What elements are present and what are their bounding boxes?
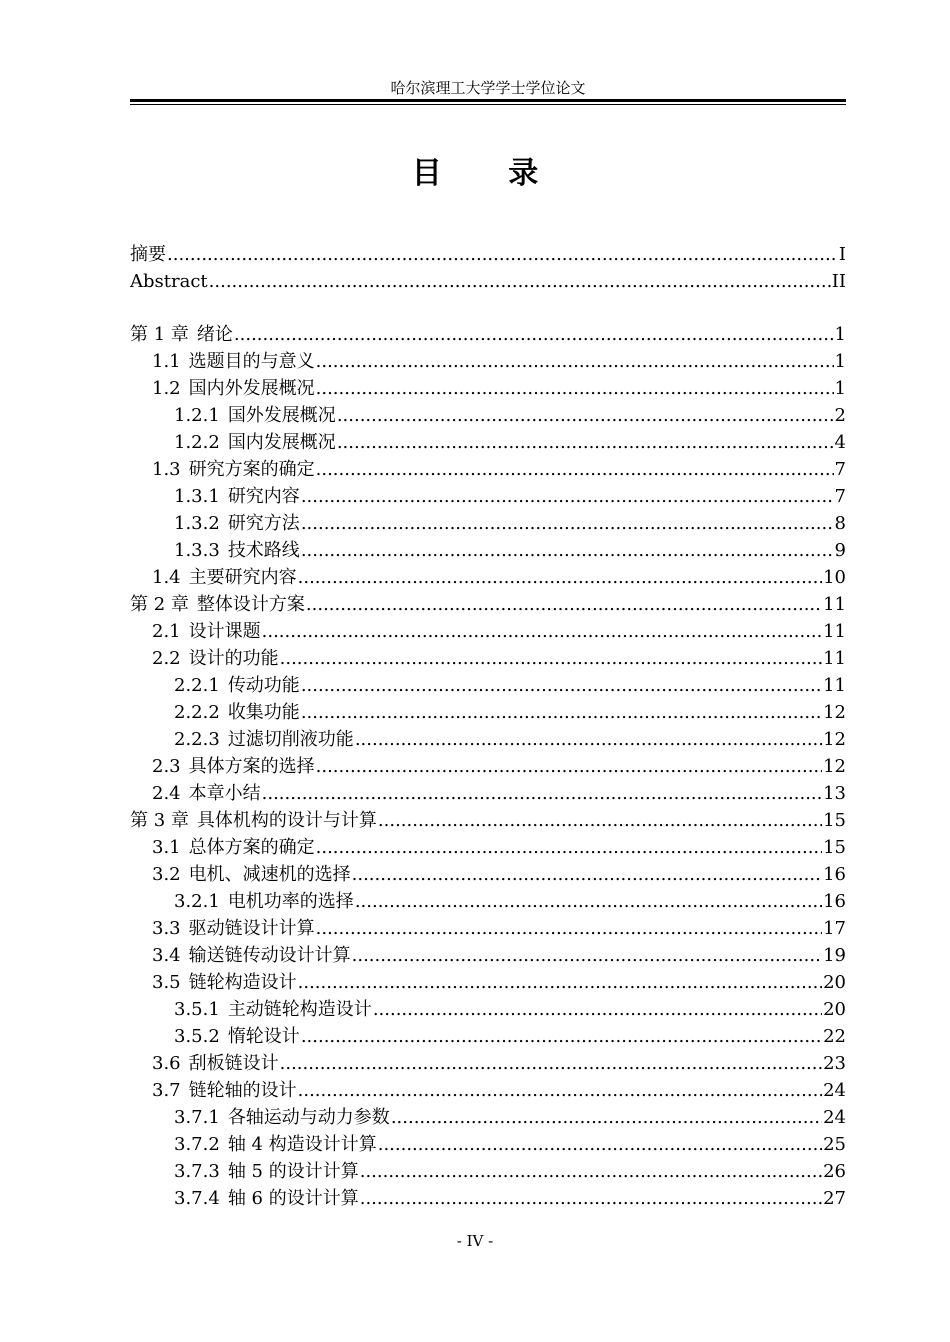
toc-entry-label: 各轴运动与动力参数 xyxy=(227,1107,390,1128)
toc-entry-page: 24 xyxy=(823,1107,846,1128)
toc-entry-page: 16 xyxy=(823,891,846,912)
toc-section-entry[interactable] xyxy=(130,564,846,591)
toc-leader-dots xyxy=(378,1131,822,1158)
toc-leader-dots xyxy=(298,969,822,996)
toc-entry-label: 国外发展概况 xyxy=(227,405,336,426)
toc-entry-label: 输送链传动设计计算 xyxy=(188,945,351,966)
toc-entry-number: 1.1 xyxy=(152,351,181,372)
toc-leader-dots xyxy=(234,321,834,348)
toc-leader-dots xyxy=(352,861,822,888)
toc-entry-label: 轴 6 的设计计算 xyxy=(227,1188,359,1209)
toc-leader-dots xyxy=(301,699,822,726)
toc-entry-number: 第 2 章 xyxy=(130,594,189,615)
toc-entry-page: I xyxy=(838,244,846,265)
toc-leader-dots xyxy=(306,591,822,618)
toc-section-entry[interactable] xyxy=(130,483,846,510)
toc-section-entry[interactable] xyxy=(130,510,846,537)
toc-section-entry[interactable] xyxy=(130,645,846,672)
toc-entry-page: 8 xyxy=(834,513,846,534)
toc-entry-page: 1 xyxy=(834,351,846,372)
page-title: 目 录 xyxy=(411,156,567,191)
toc-leader-dots xyxy=(298,1077,822,1104)
toc-entry-label: 研究方法 xyxy=(227,513,300,534)
toc-section-entry[interactable] xyxy=(130,726,846,753)
toc-entry-label: 技术路线 xyxy=(227,540,300,561)
toc-entry-number: 1.3 xyxy=(152,459,181,480)
toc-entry-label: 轴 5 的设计计算 xyxy=(227,1161,359,1182)
toc-entry-page: 16 xyxy=(823,864,846,885)
toc-entry-label: 主动链轮构造设计 xyxy=(227,999,372,1020)
toc-entry-label: 国内外发展概况 xyxy=(188,378,315,399)
toc-entry-number: 3.2.1 xyxy=(174,891,220,912)
toc-entry-page: 11 xyxy=(823,621,846,642)
toc-entry-number: 3.7 xyxy=(152,1080,181,1101)
toc-leader-dots xyxy=(355,888,822,915)
toc-entry-label: 链轮轴的设计 xyxy=(188,1080,297,1101)
toc-entry-label: 传动功能 xyxy=(227,675,300,696)
toc-leader-dots xyxy=(301,672,822,699)
toc-entry-label: 设计的功能 xyxy=(188,648,279,669)
toc-leader-dots xyxy=(337,402,834,429)
toc-entry-number: 3.7.1 xyxy=(174,1107,220,1128)
toc-entry-number: 1.2.1 xyxy=(174,405,220,426)
toc-leader-dots xyxy=(301,1023,822,1050)
toc-leader-dots xyxy=(373,996,822,1023)
toc-leader-dots xyxy=(360,1158,822,1185)
toc-section-entry[interactable] xyxy=(130,1158,846,1185)
toc-leader-dots xyxy=(316,375,834,402)
toc-entry-number: 1.3.2 xyxy=(174,513,220,534)
toc-entry-label: 绪论 xyxy=(196,324,233,345)
toc-section-entry[interactable] xyxy=(130,429,846,456)
table-of-contents xyxy=(130,241,846,1212)
toc-entry-number: 3.5.1 xyxy=(174,999,220,1020)
toc-entry-number: 第 3 章 xyxy=(130,810,189,831)
toc-entry-number: 3.6 xyxy=(152,1053,181,1074)
toc-entry-page: 19 xyxy=(823,945,846,966)
toc-entry-number: 3.2 xyxy=(152,864,181,885)
toc-chapter-entry[interactable] xyxy=(130,321,846,348)
toc-section-entry[interactable] xyxy=(130,942,846,969)
toc-entry-label: 过滤切削液功能 xyxy=(227,729,354,750)
toc-entry-number: 1.4 xyxy=(152,567,181,588)
toc-entry-page: 12 xyxy=(823,702,846,723)
toc-entry-page: 7 xyxy=(834,486,846,507)
toc-entry-number: 2.2.2 xyxy=(174,702,220,723)
toc-entry-page: 22 xyxy=(823,1026,846,1047)
toc-leader-dots xyxy=(301,510,834,537)
toc-entry-number: 1.3.3 xyxy=(174,540,220,561)
toc-entry-label: 电机、减速机的选择 xyxy=(188,864,351,885)
toc-entry-number: 3.1 xyxy=(152,837,181,858)
toc-entry-page: 24 xyxy=(823,1080,846,1101)
toc-entry-label: 总体方案的确定 xyxy=(188,837,315,858)
toc-leader-dots xyxy=(262,780,822,807)
toc-entry-page: 1 xyxy=(834,378,846,399)
toc-entry-label: 主要研究内容 xyxy=(188,567,297,588)
toc-section-entry[interactable] xyxy=(130,753,846,780)
toc-entry-number: 3.5 xyxy=(152,972,181,993)
toc-entry-label: 研究内容 xyxy=(227,486,300,507)
toc-leader-dots xyxy=(280,1050,822,1077)
toc-entry-number: 3.7.4 xyxy=(174,1188,220,1209)
toc-entry-number: 2.3 xyxy=(152,756,181,777)
toc-entry-number: 1.3.1 xyxy=(174,486,220,507)
toc-entry-label: 整体设计方案 xyxy=(196,594,305,615)
toc-entry-page: 20 xyxy=(823,972,846,993)
toc-leader-dots xyxy=(316,348,834,375)
toc-section-entry[interactable] xyxy=(130,456,846,483)
toc-section-entry[interactable] xyxy=(130,1077,846,1104)
toc-entry-abstract-en[interactable] xyxy=(130,268,846,295)
toc-entry-page: 25 xyxy=(823,1134,846,1155)
toc-section-entry[interactable] xyxy=(130,996,846,1023)
toc-entry-label: 设计课题 xyxy=(188,621,261,642)
toc-entry-page: 10 xyxy=(823,567,846,588)
toc-entry-page: 13 xyxy=(823,783,846,804)
toc-entry-page: 15 xyxy=(823,810,846,831)
toc-leader-dots xyxy=(316,753,822,780)
toc-entry-page: 9 xyxy=(834,540,846,561)
toc-chapter-entry[interactable] xyxy=(130,591,846,618)
toc-section-entry[interactable] xyxy=(130,888,846,915)
toc-section-entry[interactable] xyxy=(130,861,846,888)
toc-entry-page: 11 xyxy=(823,648,846,669)
toc-entry-number: 1.2 xyxy=(152,378,181,399)
toc-leader-dots xyxy=(167,241,838,268)
toc-leader-dots xyxy=(298,564,822,591)
toc-entry-label: 摘要 xyxy=(130,244,166,265)
toc-leader-dots xyxy=(316,456,834,483)
toc-leader-dots xyxy=(316,834,822,861)
toc-leader-dots xyxy=(209,268,831,295)
toc-leader-dots xyxy=(378,807,822,834)
toc-spacer xyxy=(130,295,846,321)
toc-section-entry[interactable] xyxy=(130,402,846,429)
toc-entry-number: 2.2.1 xyxy=(174,675,220,696)
toc-entry-label: 国内发展概况 xyxy=(227,432,336,453)
toc-entry-page: 15 xyxy=(823,837,846,858)
toc-entry-label: 具体方案的选择 xyxy=(188,756,315,777)
toc-leader-dots xyxy=(352,942,822,969)
toc-section-entry[interactable] xyxy=(130,537,846,564)
toc-entry-page: 7 xyxy=(834,459,846,480)
toc-entry-label: Abstract xyxy=(130,271,208,292)
toc-entry-label: 选题目的与意义 xyxy=(188,351,315,372)
toc-entry-number: 3.5.2 xyxy=(174,1026,220,1047)
toc-section-entry[interactable] xyxy=(130,1185,846,1212)
toc-entry-page: II xyxy=(831,271,846,292)
toc-entry-label: 研究方案的确定 xyxy=(188,459,315,480)
toc-leader-dots xyxy=(280,645,822,672)
toc-entry-label: 轴 4 构造设计计算 xyxy=(227,1134,377,1155)
toc-entry-number: 3.7.3 xyxy=(174,1161,220,1182)
toc-section-entry[interactable] xyxy=(130,348,846,375)
toc-leader-dots xyxy=(301,537,834,564)
toc-entry-label: 刮板链设计 xyxy=(188,1053,279,1074)
toc-leader-dots xyxy=(262,618,822,645)
toc-entry-number: 3.4 xyxy=(152,945,181,966)
header-rule-thin xyxy=(130,104,846,105)
toc-entry-page: 23 xyxy=(823,1053,846,1074)
toc-entry-page: 27 xyxy=(823,1188,846,1209)
toc-entry-number: 2.4 xyxy=(152,783,181,804)
page-number: - IV - xyxy=(456,1232,494,1250)
toc-section-entry[interactable] xyxy=(130,834,846,861)
toc-entry-number: 1.2.2 xyxy=(174,432,220,453)
toc-leader-dots xyxy=(360,1185,822,1212)
toc-entry-abstract-cn[interactable] xyxy=(130,241,846,268)
toc-entry-page: 4 xyxy=(834,432,846,453)
toc-entry-page: 26 xyxy=(823,1161,846,1182)
toc-entry-number: 3.7.2 xyxy=(174,1134,220,1155)
toc-leader-dots xyxy=(391,1104,822,1131)
toc-entry-page: 11 xyxy=(823,675,846,696)
toc-entry-number: 3.3 xyxy=(152,918,181,939)
toc-chapter-entry[interactable] xyxy=(130,807,846,834)
toc-section-entry[interactable] xyxy=(130,1131,846,1158)
toc-leader-dots xyxy=(355,726,822,753)
toc-entry-number: 第 1 章 xyxy=(130,324,189,345)
toc-section-entry[interactable] xyxy=(130,375,846,402)
toc-entry-page: 2 xyxy=(834,405,846,426)
toc-entry-label: 收集功能 xyxy=(227,702,300,723)
toc-entry-number: 2.2 xyxy=(152,648,181,669)
toc-entry-label: 惰轮设计 xyxy=(227,1026,300,1047)
running-header: 哈尔滨理工大学学士学位论文 xyxy=(390,79,586,97)
toc-section-entry[interactable] xyxy=(130,969,846,996)
toc-entry-label: 本章小结 xyxy=(188,783,261,804)
toc-entry-number: 2.2.3 xyxy=(174,729,220,750)
toc-entry-page: 20 xyxy=(823,999,846,1020)
toc-leader-dots xyxy=(337,429,834,456)
toc-section-entry[interactable] xyxy=(130,1023,846,1050)
toc-section-entry[interactable] xyxy=(130,915,846,942)
toc-section-entry[interactable] xyxy=(130,618,846,645)
toc-entry-label: 链轮构造设计 xyxy=(188,972,297,993)
toc-entry-page: 12 xyxy=(823,729,846,750)
toc-entry-label: 电机功率的选择 xyxy=(227,891,354,912)
toc-section-entry[interactable] xyxy=(130,1104,846,1131)
toc-leader-dots xyxy=(316,915,822,942)
toc-section-entry[interactable] xyxy=(130,672,846,699)
toc-section-entry[interactable] xyxy=(130,1050,846,1077)
toc-section-entry[interactable] xyxy=(130,699,846,726)
header-rule-thick xyxy=(130,99,846,102)
toc-chapter-list xyxy=(130,321,846,1212)
toc-leader-dots xyxy=(301,483,834,510)
toc-section-entry[interactable] xyxy=(130,780,846,807)
toc-entry-page: 11 xyxy=(823,594,846,615)
toc-entry-page: 1 xyxy=(834,324,846,345)
toc-entry-label: 具体机构的设计与计算 xyxy=(196,810,377,831)
toc-entry-label: 驱动链设计计算 xyxy=(188,918,315,939)
toc-entry-page: 17 xyxy=(823,918,846,939)
toc-entry-page: 12 xyxy=(823,756,846,777)
toc-entry-number: 2.1 xyxy=(152,621,181,642)
